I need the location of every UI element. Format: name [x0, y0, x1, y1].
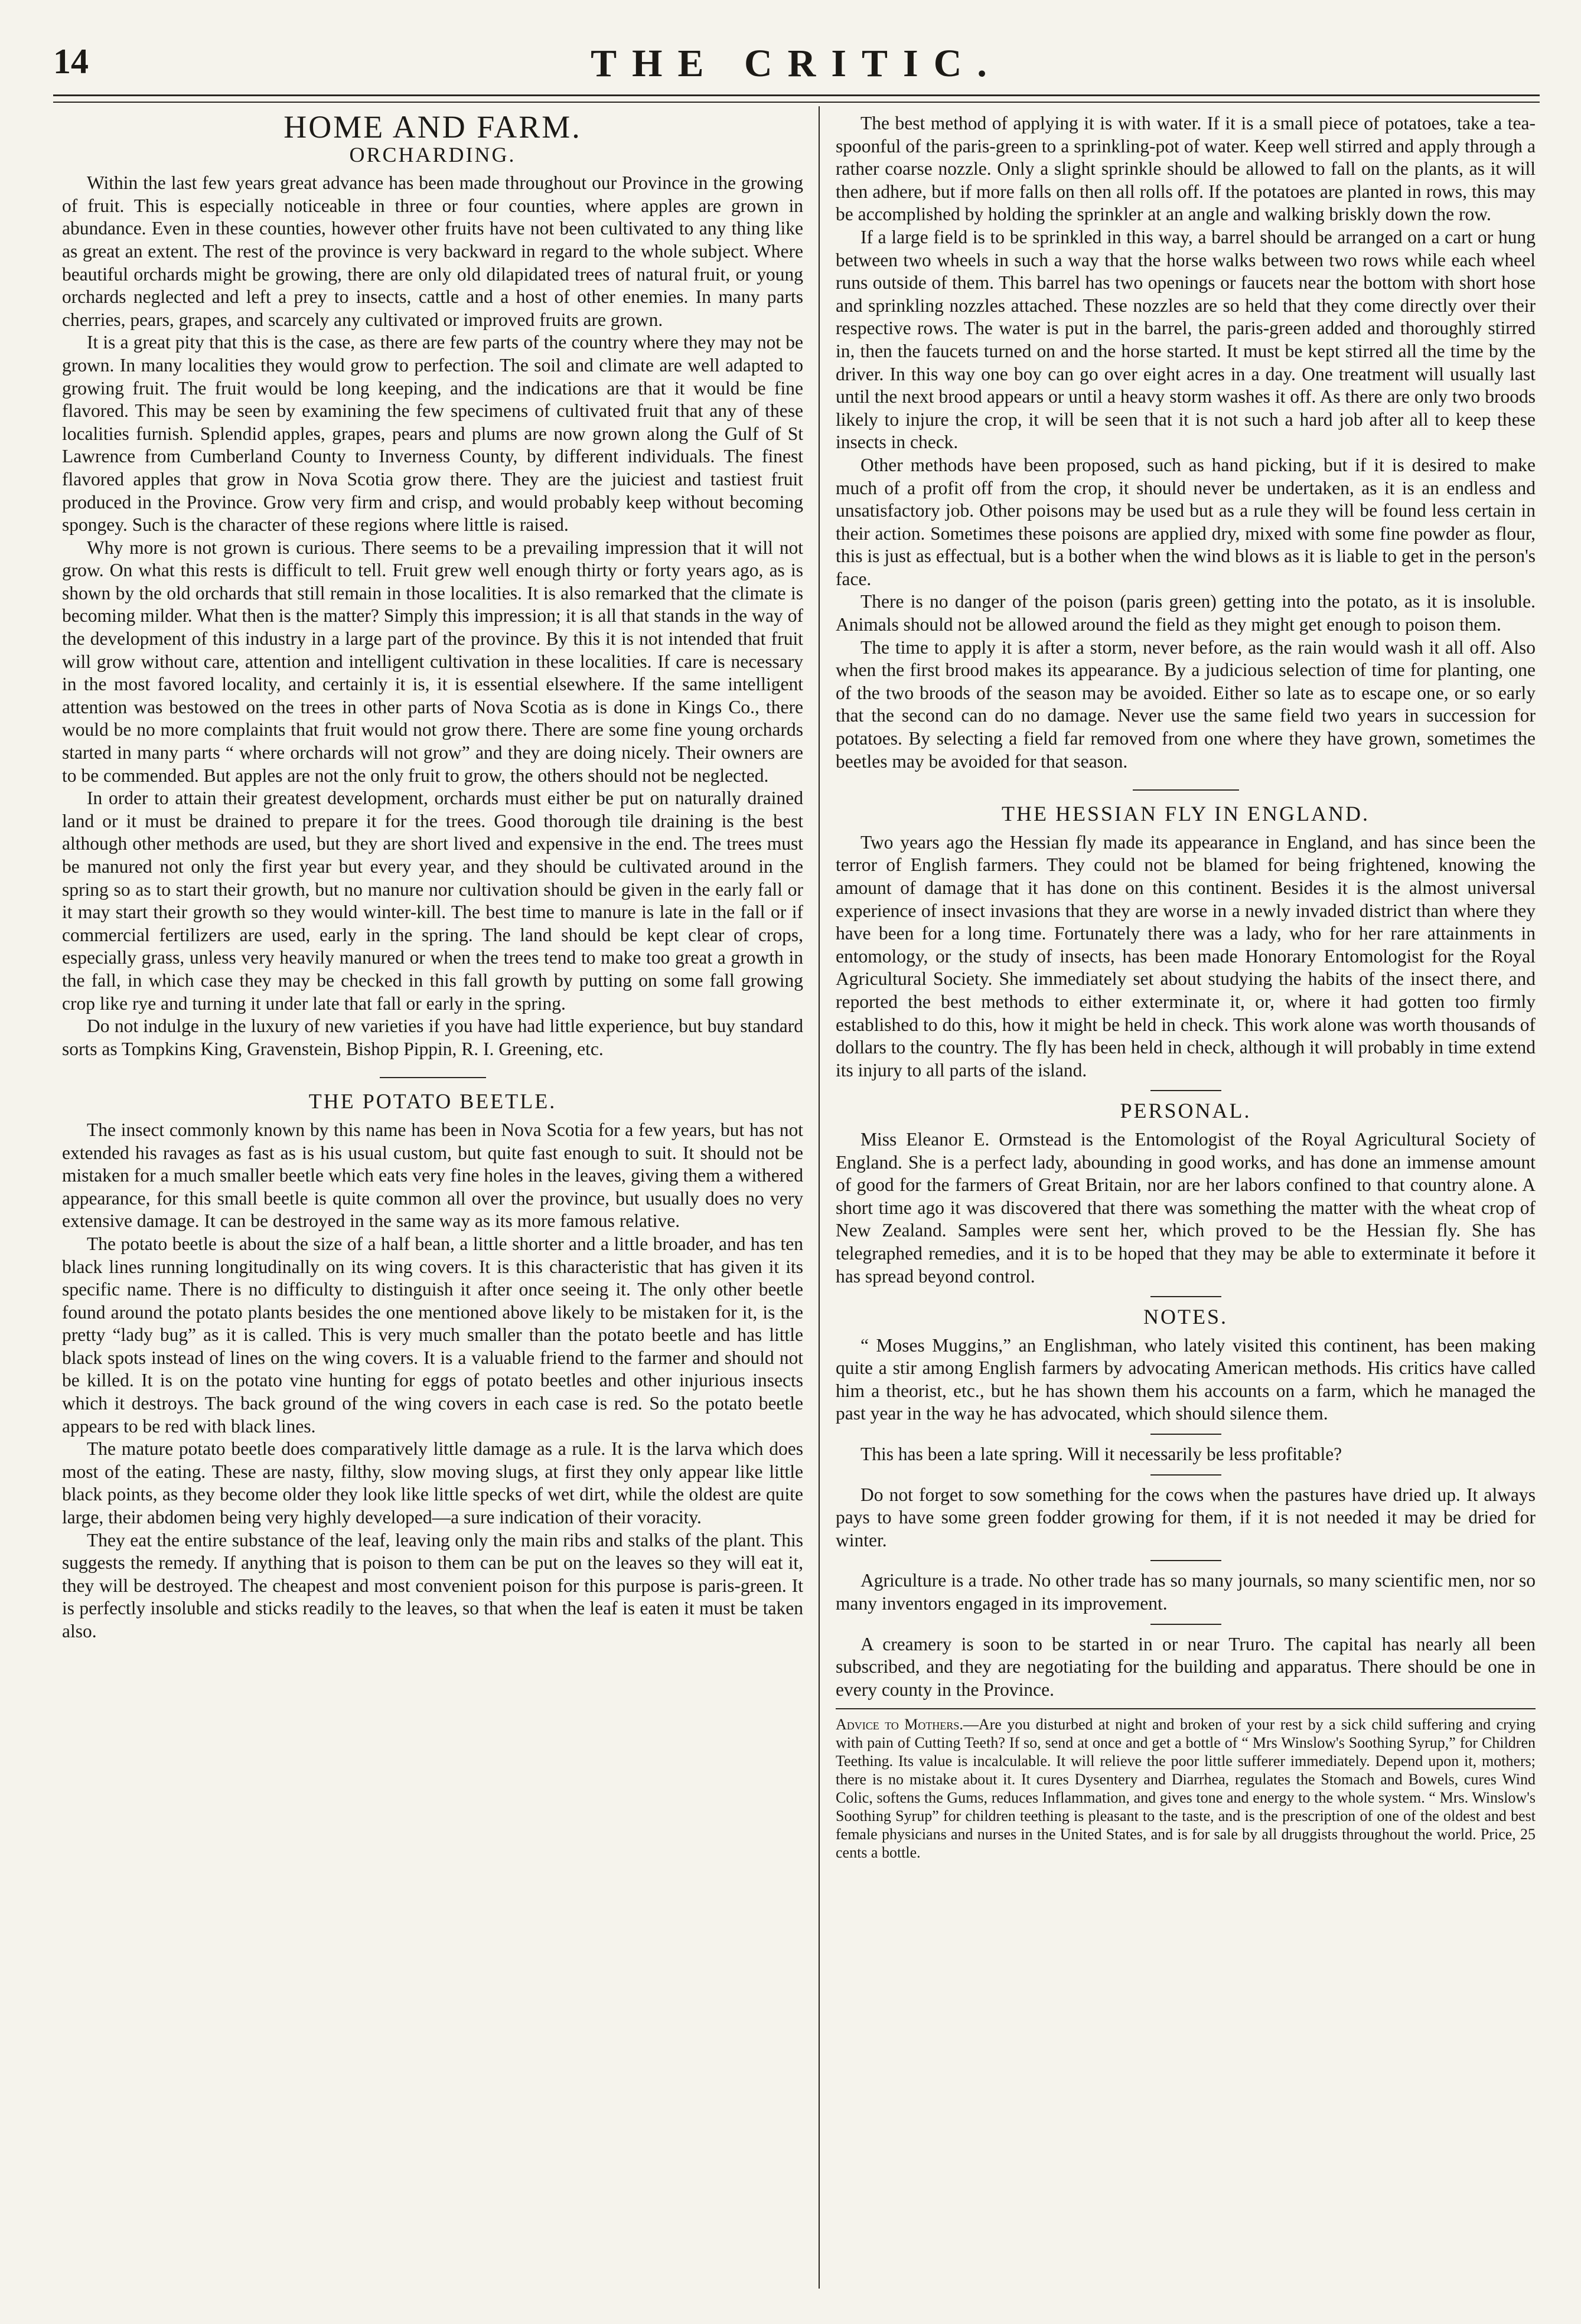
hessian-fly-paragraph: Two years ago the Hessian fly made its appearance in England, and has since been the terror of English farmers. They could not be blamed for being frightened, knowing the amount of damage that it has done on this continent. Besides it is the almost universal experience of insect invasions that they are worse in a newly invaded district than where they have been for a long time. Fortunately there was a lady, who for her rare attainments in entomology, or the study of insects, has been made Honorary Entomologist for the Royal Agricultural Society. She immediately set about studying the habits of the insect there, and reported the best methods to either exterminate it, or, where it had gotten too firmly established to do this, how it might be held in check. This work alone was worth thousands of dollars to the country. The fly has been held in check, although it will probably in time extend its injury to all parts of the island. — [836, 831, 1536, 1081]
orcharding-heading: ORCHARDING. — [349, 142, 516, 167]
column-divider — [819, 106, 820, 2289]
masthead — [53, 41, 1540, 94]
header-rule — [53, 94, 1540, 96]
section-title: HOME AND FARM. — [283, 109, 582, 145]
note-item: A creamery is soon to be started in or near Truro. The capital has nearly all been subscribed, and they are negotiating for the building and apparatus. There should be one in every county in the Province. — [836, 1633, 1536, 1700]
potato-beetle-paragraph: They eat the entire substance of the leaf, leaving only the main ribs and stalks of the plant. This suggests the remedy. If anything that is poison to them can be put on the leaves so they will eat it, they will be destroyed. The cheapest and most convenient poison for this purpose is paris-green. It is perfectly insoluble and sticks readily to the leaves, so that when the leaf is eaten it must be taken also. — [62, 1529, 803, 1641]
left-column — [62, 109, 803, 2289]
note-rule — [1150, 1624, 1221, 1625]
personal-heading: PERSONAL. — [1120, 1099, 1251, 1123]
page-number: 14 — [53, 42, 89, 81]
right-column — [836, 112, 1536, 2289]
note-rule — [1150, 1434, 1221, 1435]
hessian-fly-heading: THE HESSIAN FLY IN ENGLAND. — [1001, 802, 1370, 826]
orcharding-paragraph: It is a great pity that this is the case, as there are few parts of the country where they may not be grown. In many localities they would grow to perfection. The soil and climate are well adapted to growing fruit. The fruit would be long keeping, and the indications are that it would be fine flavored. This may be seen by examining the few specimens of cultivated fruit that any of these localities furnish. Splendid apples, grapes, pears and plums are now grown along the Gulf of St Lawrence from Cumberland County to Inverness County, by different individuals. The finest flavored apples that grow in Nova Scotia grow there. They are the juiciest and tastiest fruit produced in the Province. Grow very firm and crisp, and would probably keep without becoming spongey. Such is the character of these regions where little is raised. — [62, 332, 803, 536]
potato-beetle-heading: THE POTATO BEETLE. — [308, 1089, 557, 1114]
section-rule — [1150, 1090, 1221, 1091]
advertisement-lead: Advice to Mothers. — [836, 1716, 963, 1734]
orcharding-paragraph: In order to attain their greatest development, orchards must either be put on naturally drained land or it must be drained to prepare it for the trees. Good thorough tile draining is the best although other methods are used, but they are short lived and expensive in the end. The trees must be manured not only the first year but every year, and they should be cultivated around in the spring so as to start their growth, but no manure nor cultivation should be given in the early fall or it may start their growth so they would winter-kill. The best time to manure is late in the fall or if commercial fertilizers are used, early in the spring. The land should be kept clear of crops, especially grass, unless very heavily manured or when the trees tend to make too great a growth in the fall, in which case they may be checked in this fall growth by putting on some fall growing crop like rye and turning it under late that fall or early in the spring. — [62, 788, 803, 1014]
section-rule — [380, 1077, 486, 1078]
advertisement-text: —Are you disturbed at night and broken of your rest by a sick child suffering and crying with pain of Cutting Teeth? If so, send at once and get a bottle of “ Mrs Winslow's Soothing Syrup,” for Children Teething. Its value is incalculable. It will relieve the poor little sufferer immediately. Depend upon it, mothers; there is no mistake about it. It cures Dysentery and Diarrhea, regulates the Stomach and Bowels, cures Wind Colic, softens the Gums, reduces Inflammation, and gives tone and energy to the whole system. “ Mrs. Winslow's Soothing Syrup” for children teething is pleasant to the taste, and is the prescription of one of the oldest and best female physicians and nurses in the United States, and is for sale by all druggists throughout the world. Price, 25 cents a bottle. — [836, 1716, 1536, 1862]
notes-heading: NOTES. — [1143, 1305, 1228, 1329]
header-rule-thin — [53, 102, 1540, 103]
note-item: This has been a late spring. Will it necessarily be less profitable? — [860, 1444, 1342, 1465]
potato-beetle-continued: The best method of applying it is with water. If it is a small piece of potatoes, take a tea-spoonful of the paris-green to a sprinkling-pot of water. Keep well stirred and apply through a rather coarse nozzle. Only a slight sprinkle should be allowed to fall on the plants, as it will then adhere, but if more falls on then all rolls off. If the potatoes are planted in rows, this may be accomplished by holding the sprinkler at an angle and walking briskly down the row. — [836, 113, 1536, 225]
potato-beetle-paragraph: The insect commonly known by this name has been in Nova Scotia for a few years, but has not extended his ravages as fast as is his usual custom, but quite fast enough to suit. It should not be mistaken for a much smaller beetle which eats very fine holes in the leaves, giving them a withered appearance, for this small beetle is quite common all over the province, but usually does no very extensive damage. It can be destroyed in the same way as its more famous relative. — [62, 1119, 803, 1232]
orcharding-paragraph: Do not indulge in the luxury of new varieties if you have had little experience, but buy standard sorts as Tompkins King, Gravenstein, Bishop Pippin, R. I. Greening, etc. — [62, 1016, 803, 1059]
potato-beetle-continued: There is no danger of the poison (paris green) getting into the potato, as it is insoluble. Animals should not be allowed around the field as they might get enough to poison them. — [836, 591, 1536, 635]
potato-beetle-paragraph: The potato beetle is about the size of a half bean, a little shorter and a little broader, and has ten black lines running longitudinally on its wing covers. It is this characteristic that has given it its specific name. There is no difficulty to distinguish it after once seeing it. The only other beetle found around the potato plants besides the one mentioned above likely to be mistaken for it, is the pretty “lady bug” as it is called. This is very much smaller than the potato beetle and has little black spots instead of lines on the wing covers. It is a valuable friend to the farmer and should not be killed. It is on the potato vine hunting for eggs of potato beetles and other injurious insects which it destroys. The back ground of the wing covers in each case is red. So the potato beetle appears to be red with black lines. — [62, 1233, 803, 1437]
advertisement — [836, 1708, 1536, 1862]
potato-beetle-continued: The time to apply it is after a storm, never before, as the rain would wash it all off. Also when the first brood makes its appearance. By a judicious selection of time for planting, one of the two broods of the season may be avoided. Either so late as to escape one, or so early that the second can do no damage. Never use the same field two years in succession for potatoes. By selecting a field far removed from one where they have grown, sometimes the beetles may be avoided for that season. — [836, 637, 1536, 772]
journal-title: THE CRITIC. — [591, 42, 1002, 85]
note-item: “ Moses Muggins,” an Englishman, who lately visited this continent, has been making quite a stir among English farmers by advocating American methods. His critics have called him a theorist, etc., but he has shown them his accounts on a farm, which he managed the past year in the way he has advocated, which should silence them. — [836, 1334, 1536, 1424]
orcharding-paragraph: Within the last few years great advance has been made throughout our Province in the growing of fruit. This is especially noticeable in three or four counties, where apples are grown in abundance. Even in these counties, however other fruits have not been cultivated to any thing like as great an extent. The rest of the province is very backward in regard to the whole subject. Where beautiful orchards might be growing, there are only old dilapidated trees of natural fruit, or young orchards neglected and left a prey to insects, cattle and a host of other enemies. In many parts cherries, pears, grapes, and scarcely any cultivated or improved fruits are grown. — [62, 172, 803, 330]
orcharding-paragraph: Why more is not grown is curious. There seems to be a prevailing impression that it will not grow. On what this rests is difficult to tell. Fruit grew well enough thirty or forty years ago, as is shown by the old orchards that still remain in those localities. It is also remarked that the climate is becoming milder. What then is the matter? Simply this impression; it is all that stands in the way of the development of this industry in a large part of the province. By this it is not intended that fruit will grow without care, attention and intelligent cultivation in these localities. If care is necessary in the most favored locality, and certainly it is, it is essential elsewhere. If the same intelligent attention was bestowed on the trees in other parts of Nova Scotia as is done in Kings Co., there would be no more complaints that fruit would not grow there. There are some fine young orchards started in many parts “ where orchards will not grow” and they are doing nicely. Their owners are to be commended. But apples are not the only fruit to grow, the others should not be neglected. — [62, 537, 803, 786]
potato-beetle-continued: Other methods have been proposed, such as hand picking, but if it is desired to make much of a profit off from the crop, it should never be undertaken, as it is an endless and unsatisfactory job. Other poisons may be used but as a rule they will be found less certain in their action. Sometimes these poisons are applied dry, mixed with some fine powder as flour, this is just as effectual, but is a bother when the wind blows as it is liable to get in the person's face. — [836, 454, 1536, 589]
note-rule — [1150, 1560, 1221, 1561]
section-rule — [1150, 1296, 1221, 1297]
note-item: Agriculture is a trade. No other trade has so many journals, so many scientific men, nor so many inventors engaged in its improvement. — [836, 1570, 1536, 1614]
potato-beetle-continued: If a large field is to be sprinkled in this way, a barrel should be arranged on a cart or hung between two wheels in such a way that the horse walks between two rows while each wheel runs outside of them. This barrel has two openings or faucets near the bottom with short hose and sprinkling nozzles attached. These nozzles are so held that they come directly over their respective rows. The water is put in the barrel, the paris-green added and thoroughly stirred in, then the faucets turned on and the horse started. It must be kept stirred all the time by the driver. In this way one boy can go over eight acres in a day. One treatment will usually last until the next brood appears or until a heavy storm washes it off. As there are only two broods likely to injure the crop, it will be seen that it is not such a hard job after all to keep these insects in check. — [836, 226, 1536, 453]
section-rule — [1133, 789, 1239, 791]
potato-beetle-paragraph: The mature potato beetle does comparatively little damage as a rule. It is the larva which does most of the eating. These are nasty, filthy, slow moving slugs, at first they only appear like little black points, as they become older they look like little specks of wet dirt, while the oldest are quite large, their abdomen being very highly developed—a sure indication of their voracity. — [62, 1438, 803, 1528]
note-rule — [1150, 1474, 1221, 1476]
note-item: Do not forget to sow something for the cows when the pastures have dried up. It always pays to have some green fodder growing for them, if it is not needed it may be dried for winter. — [836, 1484, 1536, 1551]
personal-paragraph: Miss Eleanor E. Ormstead is the Entomologist of the Royal Agricultural Society of England. She is a perfect lady, abounding in good works, and has done an immense amount of good for the farmers of Great Britain, nor are her labors confined to that country alone. A short time ago it was discovered that there was something the matter with the wheat crop of New Zealand. Samples were sent her, which proved to be the Hessian fly. She has telegraphed remedies, and it is to be hoped that they may be able to exterminate it before it has spread beyond control. — [836, 1128, 1536, 1287]
